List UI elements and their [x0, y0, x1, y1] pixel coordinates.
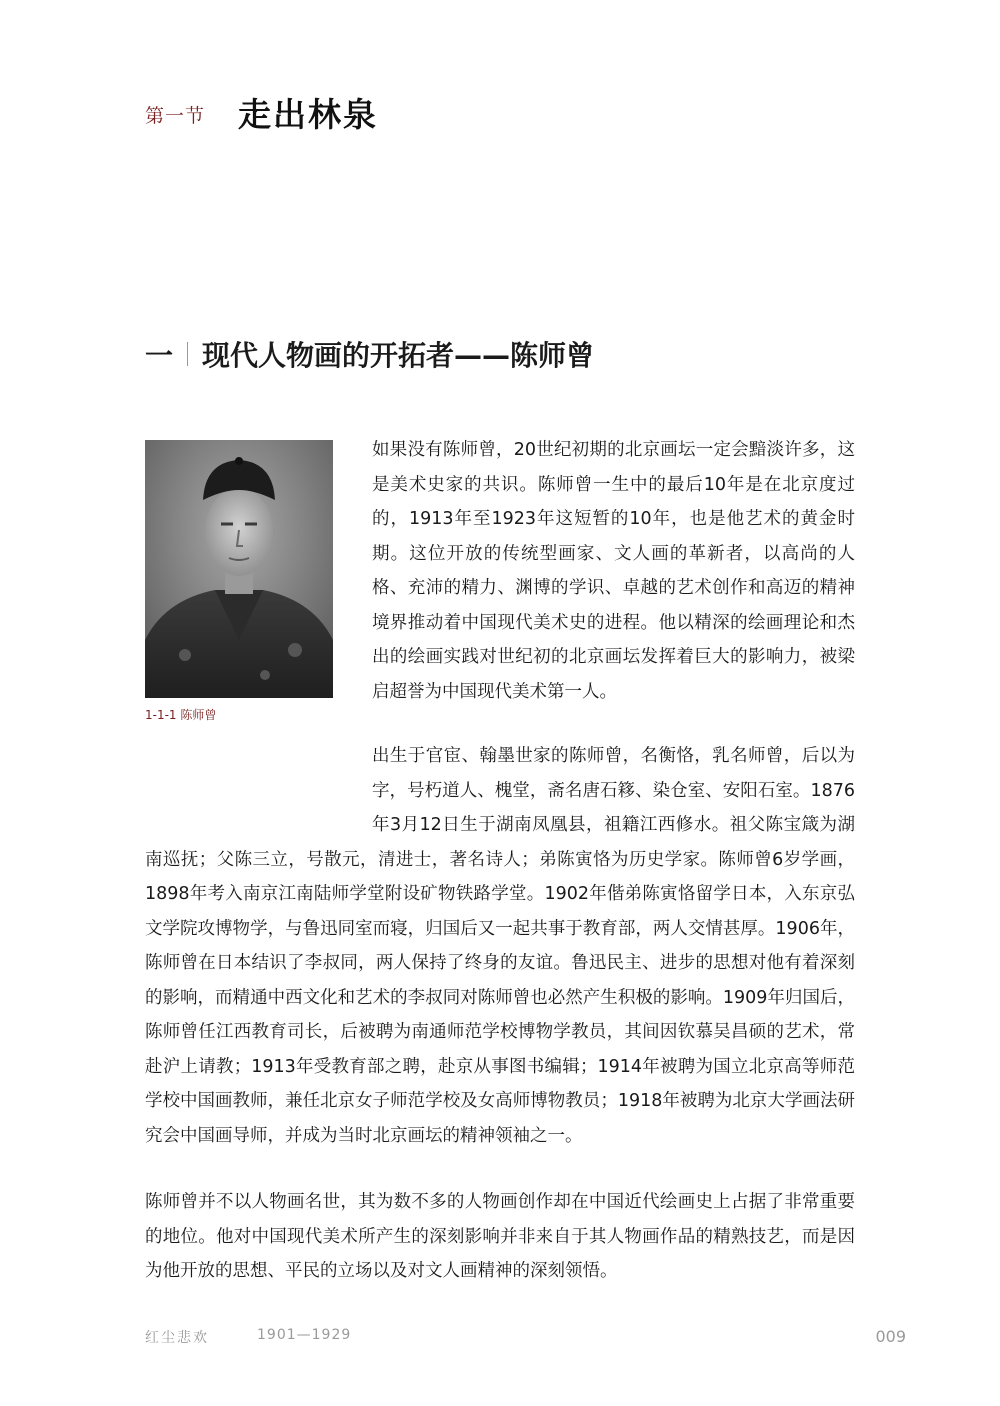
paragraph-2-wrapper [145, 739, 855, 1153]
portrait-photo [145, 440, 333, 698]
paragraph-2: 出生于官宦、翰墨世家的陈师曾，名衡恪，乳名师曾，后以为字，号朽道人、槐堂，斋名唐石簃、染仓室、安阳石室。1876年3月12日生于湖南凤凰县，祖籍江西修水。祖父陈宝箴为湖南巡抚；父陈三立，号散元，清进士，著名诗人；弟陈寅恪为历史学家。陈师曾6岁学画，1898年考入南京江南陆师学堂附设矿物铁路学堂。1902年偕弟陈寅恪留学日本，入东京弘文学院攻博物学，与鲁迅同室而寝，归国后又一起共事于教育部，两人交情甚厚。1906年，陈师曾在日本结识了李叔同，两人保持了终身的友谊。鲁迅民主、进步的思想对他有着深刻的影响，而精通中西文化和艺术的李叔同对陈师曾也必然产生积极的影响。1909年归国后，陈师曾任江西教育司长，后被聘为南通师范学校博物学教员，其间因钦慕吴昌硕的艺术，常赴沪上请教；1913年受教育部之聘，赴京从事图书编辑；1914年被聘为国立北京高等师范学校中国画教师，兼任北京女子师范学校及女高师博物教员；1918年被聘为北京大学画法研究会中国画导师，并成为当时北京画坛的精神领袖之一。 [145, 746, 855, 1146]
chapter-heading [145, 334, 594, 374]
portrait-illustration [145, 440, 333, 698]
figure-caption: 1-1-1 陈师曾 [145, 708, 217, 722]
photo-wrap-spacer [145, 739, 372, 839]
paragraph-1: 如果没有陈师曾，20世纪初期的北京画坛一定会黯淡许多，这是美术史家的共识。陈师曾一生中的最后10年是在北京度过的，1913年至1923年这短暂的10年，也是他艺术的黄金时期。这位开放的传统型画家、文人画的革新者，以高尚的人格、充沛的精力、渊博的学识、卓越的艺术创作和高迈的精神境界推动着中国现代美术史的进程。他以精深的绘画理论和杰出的绘画实践对世纪初的北京画坛发挥着巨大的影响力，被梁启超誉为中国现代美术第一人。 [372, 440, 855, 702]
page-number: 009 [875, 1327, 906, 1346]
section-label: 第一节 [145, 105, 206, 127]
footer-years: 1901—1929 [257, 1327, 352, 1343]
section-title: 走出林泉 [238, 95, 378, 134]
paragraph-3: 陈师曾并不以人物画名世，其为数不多的人物画创作却在中国近代绘画史上占据了非常重要的地位。他对中国现代美术所产生的深刻影响并非来自于其人物画作品的精熟技艺，而是因为他开放的思想、平民的立场以及对文人画精神的深刻领悟。 [145, 1192, 855, 1281]
chapter-title: 现代人物画的开拓者——陈师曾 [202, 339, 595, 372]
heading-divider [187, 342, 188, 366]
chapter-number: 一 [145, 339, 174, 372]
footer-book-title: 红尘悲欢 [145, 1330, 209, 1346]
